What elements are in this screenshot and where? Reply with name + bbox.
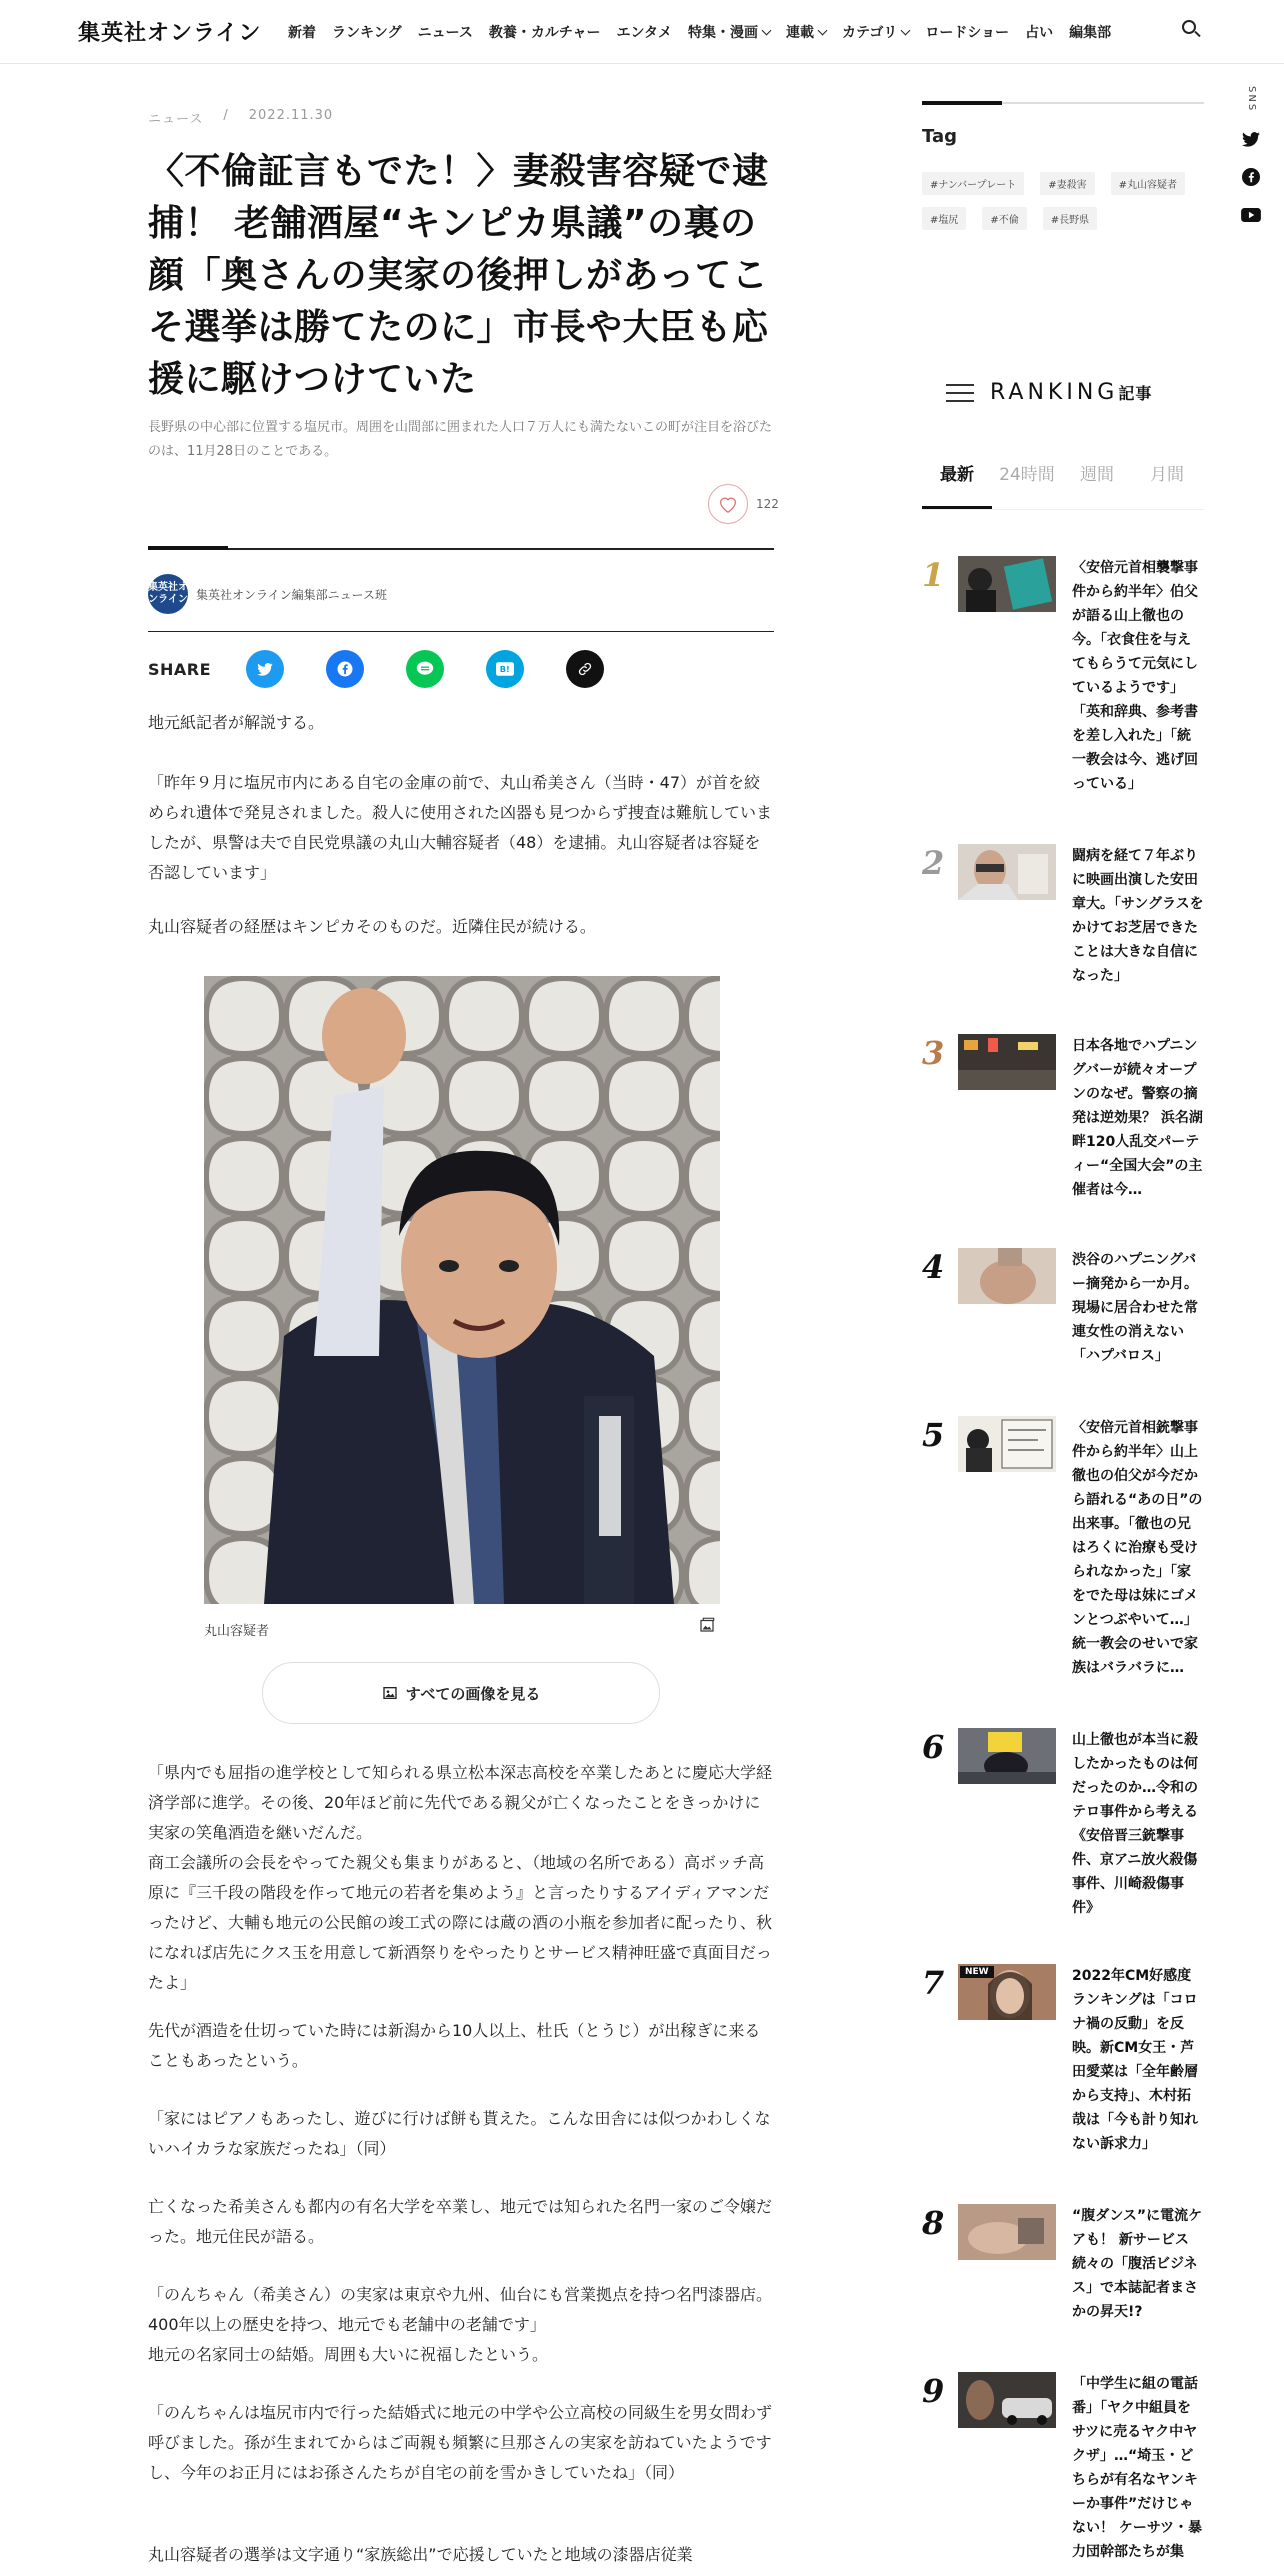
rank-number: 5: [922, 1416, 945, 1454]
ranking-thumbnail: [958, 1964, 1056, 2020]
ranking-list-icon: [946, 382, 974, 404]
chevron-down-icon: [818, 25, 828, 35]
like-widget: [708, 484, 779, 524]
ranking-thumbnail: [958, 1728, 1056, 1784]
divider: [922, 102, 1204, 104]
chevron-down-icon: [762, 25, 772, 35]
ranking-thumbnail: [958, 1416, 1056, 1472]
ranking-heading: [946, 380, 1152, 405]
photo-caption: 丸山容疑者: [204, 1624, 270, 1639]
like-count: 122: [756, 497, 779, 511]
share-twitter-icon[interactable]: [246, 650, 284, 688]
share-bar: [148, 650, 646, 688]
tag-chip[interactable]: #丸山容疑者: [1111, 172, 1185, 195]
nav-item-category[interactable]: カテゴリ: [842, 22, 909, 42]
ranking-thumbnail: [958, 2204, 1056, 2260]
nav-item-new[interactable]: 新着: [288, 25, 316, 41]
ranking-title: RANKING: [990, 380, 1119, 405]
nav-item-entame[interactable]: エンタメ: [616, 25, 672, 41]
ranking-item-title: 「中学生に組の電話番」「ヤク中組員をサツに売るヤク中ヤクザ」…“埼玉・どちらが有名なヤンキーか事件”だけじゃない！ ケーサツ・暴力団幹部たちが集: [1072, 2376, 1203, 2560]
article-paragraph: 「昨年９月に塩尻市内にある自宅の金庫の前で、丸山希美さん（当時・47）が首を絞められ遺体で発見されました。殺人に使用された凶器も見つからず捜査は難航していましたが、県警は夫で自民党県議の丸山大輔容疑者（48）を逮捕。丸山容疑者は容疑を否認しています」: [148, 773, 773, 882]
svg-text:B!: B!: [499, 664, 510, 674]
article-paragraph: 「のんちゃん（希美さん）の実家は東京や九州、仙台にも営業拠点を持つ名門漆器店。400年以上の歴史を持つ、地元でも老舗中の老舗です」 地元の名家同士の結婚。周囲も大いに祝福したという。: [148, 2285, 773, 2364]
author-bar: [148, 548, 774, 632]
site-logo[interactable]: 集英社オンライン: [78, 21, 262, 46]
ranking-thumbnail: [958, 844, 1056, 900]
twitter-icon[interactable]: [1240, 128, 1262, 150]
ranking-thumbnail: [958, 2372, 1056, 2428]
tab-latest[interactable]: 最新: [922, 454, 992, 509]
nav-item-series[interactable]: 連載: [786, 22, 826, 42]
share-label: SHARE: [148, 659, 212, 679]
heart-icon: [718, 495, 738, 513]
rank-number: 7: [922, 1964, 945, 2002]
ranking-tabs: [922, 454, 1204, 510]
ranking-suffix: 記事: [1118, 384, 1153, 403]
article-title: 〈不倫証言もでた！〉妻殺害容疑で逮捕！ 老舗酒屋“キンピカ県議”の裏の顔「奥さんの実家の後押しがあってこそ選挙は勝てたのに」市長や大臣も応援に駆けつけていた: [148, 151, 769, 400]
facebook-icon[interactable]: [1240, 166, 1262, 188]
sns-label: SNS: [1246, 86, 1257, 113]
breadcrumb-category[interactable]: ニュース: [148, 112, 204, 127]
new-badge: NEW: [960, 1966, 994, 1978]
ranking-item-title: 〈安倍元首相襲撃事件から約半年〉伯父が語る山上徹也の今。「衣食住を与えてもらうて元気にしているようです」「英和辞典、参考書を差し入れた」「統一教会は今、逃げ回っている」: [1072, 560, 1198, 792]
tag-chip[interactable]: #長野県: [1043, 207, 1097, 230]
nav-item-ranking[interactable]: ランキング: [332, 25, 402, 41]
nav-item-culture[interactable]: 教養・カルチャー: [488, 25, 601, 41]
tag-chip[interactable]: #妻殺害: [1040, 172, 1094, 195]
article-lead: 長野県の中心部に位置する塩尻市。周囲を山間部に囲まれた人口７万人にも満たないこの町が注目を浴びたのは、11月28日のことである。: [148, 420, 773, 459]
youtube-icon[interactable]: [1240, 204, 1262, 226]
nav-item-roadshow[interactable]: ロードショー: [925, 25, 1010, 41]
article-date: 2022.11.30: [248, 108, 334, 123]
article-paragraph: 丸山容疑者の選挙は文字通り“家族総出”で応援していたと地域の漆器店従業: [148, 2545, 693, 2564]
ranking-item-title: 闘病を経て７年ぶりに映画出演した安田章大。「サングラスをかけてお芝居できたことは大きな自信になった」: [1072, 848, 1204, 984]
ranking-thumbnail: [958, 1034, 1056, 1090]
share-copy-link-icon[interactable]: [566, 650, 604, 688]
tag-chip[interactable]: #塩尻: [922, 207, 966, 230]
nav-item-features[interactable]: 特集・漫画: [688, 22, 770, 42]
tab-24h[interactable]: 24時間: [999, 465, 1055, 485]
view-all-images-button[interactable]: [262, 1662, 660, 1724]
nav-item-editorial[interactable]: 編集部: [1069, 25, 1112, 41]
nav-item-fortune[interactable]: 占い: [1025, 25, 1054, 41]
article-paragraph: 亡くなった希美さんも都内の有名大学を卒業し、地元では知られた名門一家のご令嬢だった。地元住民が語る。: [148, 2197, 773, 2246]
tab-monthly[interactable]: 月間: [1150, 465, 1184, 485]
author-name[interactable]: 集英社オンライン編集部ニュース班: [196, 588, 388, 602]
gallery-icon[interactable]: [698, 1616, 718, 1636]
search-icon[interactable]: [1180, 18, 1204, 42]
share-hatena-icon[interactable]: [486, 650, 524, 688]
breadcrumb: [148, 108, 333, 127]
ranking-item-title: “腹ダンス”に電流ケアも！ 新サービス続々の「腹活ビジネス」で本誌記者まさかの昇天!?: [1072, 2208, 1203, 2320]
ranking-item-title: 渋谷のハプニングバー摘発から一か月。現場に居合わせた常連女性の消えない「ハプバロス」: [1072, 1252, 1198, 1364]
ranking-thumbnail: [958, 556, 1056, 612]
view-all-images-label: すべての画像を見る: [405, 1684, 541, 1703]
tag-chip[interactable]: #ナンバープレート: [922, 172, 1024, 195]
ranking-item-title: 日本各地でハプニングバーが続々オープンのなぜ。警察の摘発は逆効果？ 浜名湖畔120人乱交パーティー“全国大会”の主催者は今…: [1072, 1038, 1203, 1198]
nav-item-news[interactable]: ニュース: [417, 25, 473, 41]
tag-chip[interactable]: #不倫: [982, 207, 1026, 230]
ranking-item-title: 〈安倍元首相銃撃事件から約半年〉山上徹也の伯父が今だから語れる“あの日”の出来事。「徹也の兄はろくに治療も受けられなかった」「家をでた母は妹にゴメンとつぶやいて…」統一教会のせいで家族はバラバラに…: [1072, 1420, 1203, 1676]
tab-weekly[interactable]: 週間: [1080, 465, 1114, 485]
sns-rail: [1240, 86, 1264, 226]
article-paragraph: 「家にはピアノもあったし、遊びに行けば餅も貰えた。こんな田舎には似つかわしくないハイカラな家族だったね」（同）: [148, 2109, 771, 2158]
share-line-icon[interactable]: [406, 650, 444, 688]
rank-number: 4: [922, 1248, 945, 1286]
rank-number: 8: [922, 2204, 945, 2242]
article-photo[interactable]: [204, 976, 720, 1604]
share-facebook-icon[interactable]: [326, 650, 364, 688]
tag-heading: Tag: [922, 126, 957, 147]
rank-number: 6: [922, 1728, 945, 1766]
rank-number: 3: [922, 1034, 945, 1072]
like-button[interactable]: [708, 484, 748, 524]
rank-number: 1: [922, 556, 945, 594]
article-paragraph: 丸山容疑者の経歴はキンピカそのものだ。近隣住民が続ける。: [148, 917, 596, 936]
image-icon: [382, 1685, 398, 1701]
ranking-item-title: 2022年CM好感度ランキングは「コロナ禍の反動」を反映。新CM女王・芦田愛菜は「全年齢層から支持」、木村拓哉は「今も計り知れない訴求力」: [1072, 1968, 1198, 2152]
article-paragraph: 先代が酒造を仕切っていた時には新潟から10人以上、杜氏（とうじ）が出稼ぎに来ることもあったという。: [148, 2021, 761, 2070]
ranking-item-title: 山上徹也が本当に殺したかったものは何だったのか…令和のテロ事件から考える《安倍晋三銃撃事件、京アニ放火殺傷事件、川崎殺傷事件》: [1072, 1732, 1198, 1916]
rank-number: 9: [922, 2372, 945, 2410]
breadcrumb-separator: /: [223, 108, 229, 123]
chevron-down-icon: [901, 25, 911, 35]
divider-accent: [148, 546, 228, 550]
rank-number: 2: [922, 844, 945, 882]
ranking-thumbnail: [958, 1248, 1056, 1304]
article-paragraph: 「県内でも屈指の進学校として知られる県立松本深志高校を卒業したあとに慶応大学経済学部に進学。その後、20年ほど前に先代である親父が亡くなったことをきっかけに実家の笑亀酒造を継いだんだ。 商工会議所の会長をやってた親父も集まりがあると、（地域の名所である）高ボッチ高原に『三千段の階段を作って地元の若者を集めよう』と言ったりするアイディアマンだったけど、大輔も地元の公民館の竣工式の際には蔵の酒の小瓶を参加者に配ったり、秋になれば店先にクス玉を用意して新酒祭りをやったりとサービス精神旺盛で真面目だったよ」: [148, 1763, 773, 1992]
main-nav: [288, 22, 1127, 42]
article-paragraph: 地元紙記者が解説する。: [148, 713, 325, 732]
avatar[interactable]: 集英社オンライン: [148, 574, 188, 614]
article-paragraph: 「のんちゃんは塩尻市内で行った結婚式に地元の中学や公立高校の同級生を男女問わず呼びました。孫が生まれてからはご両親も頻繁に旦那さんの実家を訪ねていたようですし、今年のお正月にはお孫さんたちが自宅の前を雪かきしていたね」（同）: [148, 2403, 773, 2482]
site-header: [0, 0, 1284, 64]
tag-list: [922, 172, 1204, 230]
